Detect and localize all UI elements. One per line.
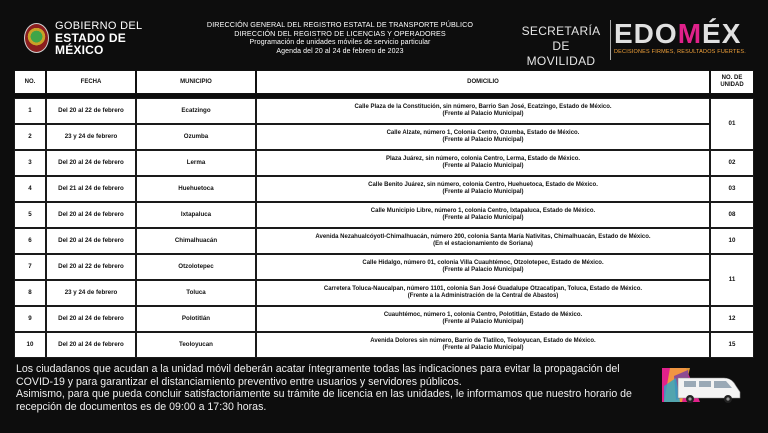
table-header-row <box>14 70 754 94</box>
table-row <box>14 176 754 202</box>
table-row <box>14 306 754 332</box>
cell-unidad: 01 <box>710 98 754 150</box>
cell-domicilio: Calle Municipio Libre, número 1, colonia Centro, Ixtapaluca, Estado de México. (Frente al Palacio Municipal) <box>256 202 710 228</box>
edomex-tagline: DECISIONES FIRMES, RESULTADOS FUERTES. <box>614 49 746 55</box>
cell-no: 6 <box>14 228 46 254</box>
header-unidad: NO. DE UNIDAD <box>710 70 754 94</box>
cell-unidad: 11 <box>710 254 754 306</box>
cell-no: 5 <box>14 202 46 228</box>
cell-fecha: 23 y 24 de febrero <box>46 124 136 150</box>
title-line-1: DIRECCIÓN GENERAL DEL REGISTRO ESTATAL DE TRANSPORTE PÚBLICO <box>206 20 474 29</box>
title-line-2: DIRECCIÓN DEL REGISTRO DE LICENCIAS Y OPERADORES <box>234 29 446 38</box>
state-seal-icon <box>24 23 49 53</box>
cell-unidad: 08 <box>710 202 754 228</box>
header-fecha: FECHA <box>46 70 136 94</box>
cell-municipio: Polotitlán <box>136 306 256 332</box>
cell-domicilio: Plaza Juárez, sin número, colonia Centro, Lerma, Estado de México. (Frente al Palacio Municipal) <box>256 150 710 176</box>
table-row <box>14 228 754 254</box>
cell-fecha: Del 20 al 24 de febrero <box>46 228 136 254</box>
gov-line1: GOBIERNO DEL <box>55 20 143 32</box>
edomex-pre: EDO <box>614 18 678 49</box>
cell-no: 2 <box>14 124 46 150</box>
cell-domicilio: Calle Alzate, número 1, Colonia Centro, Ozumba, Estado de México. (Frente al Palacio Municipal) <box>256 124 710 150</box>
gobierno-logo <box>24 20 164 56</box>
secretaria-line1: SECRETARÍA DE <box>521 24 601 53</box>
gov-line2: ESTADO DE MÉXICO <box>55 31 126 57</box>
cell-municipio: Toluca <box>136 280 256 306</box>
cell-municipio: Huehuetoca <box>136 176 256 202</box>
cell-fecha: Del 20 al 24 de febrero <box>46 150 136 176</box>
cell-domicilio: Carretera Toluca-Naucalpan, número 1101, colonia San José Guadalupe Otzacatipan, Toluca, Estado de México. (Frente a la Administración de la Central de Abastos) <box>256 280 710 306</box>
cell-municipio: Ecatzingo <box>136 98 256 124</box>
table-row <box>14 332 754 358</box>
footer-paragraph-2: Asimismo, para que pueda concluir satisfactoriamente su trámite de licencia en las unidades, le informamos que nuestro horario de recepción de documentos es de 09:00 a 17:30 horas. <box>16 388 632 413</box>
cell-unidad: 12 <box>710 306 754 332</box>
title-line-4: Agenda del 20 al 24 de febrero de 2023 <box>276 48 404 55</box>
cell-domicilio: Calle Plaza de la Constitución, sin número, Barrio San José, Ecatzingo, Estado de México. (Frente al Palacio Municipal) <box>256 98 710 124</box>
cell-municipio: Teoloyucan <box>136 332 256 358</box>
cell-fecha: Del 20 al 22 de febrero <box>46 98 136 124</box>
table-row <box>14 98 754 124</box>
edomex-logo <box>614 18 754 55</box>
cell-no: 10 <box>14 332 46 358</box>
mobile-unit-van-icon <box>660 364 744 406</box>
table-row <box>14 202 754 228</box>
cell-no: 1 <box>14 98 46 124</box>
header-municipio: MUNICIPIO <box>136 70 256 94</box>
cell-no: 9 <box>14 306 46 332</box>
secretaria-line2: MOVILIDAD <box>526 54 596 68</box>
cell-domicilio: Calle Hidalgo, número 01, colonia Villa Cuauhtémoc, Otzolotepec, Estado de México. (Frente al Palacio Municipal) <box>256 254 710 280</box>
cell-fecha: Del 21 al 24 de febrero <box>46 176 136 202</box>
cell-fecha: Del 20 al 24 de febrero <box>46 202 136 228</box>
schedule-table-wrap <box>14 70 754 358</box>
page-header <box>0 0 768 68</box>
cell-no: 7 <box>14 254 46 280</box>
cell-municipio: Ozumba <box>136 124 256 150</box>
header-no: NO. <box>14 70 46 94</box>
header-divider <box>610 20 611 60</box>
cell-domicilio: Calle Benito Juárez, sin número, colonia Centro, Huehuetoca, Estado de México. (Frente al Palacio Municipal) <box>256 176 710 202</box>
secretaria-movilidad-logo <box>516 24 606 69</box>
schedule-table <box>14 70 754 358</box>
cell-fecha: 23 y 24 de febrero <box>46 280 136 306</box>
cell-fecha: Del 20 al 24 de febrero <box>46 306 136 332</box>
table-row <box>14 150 754 176</box>
cell-unidad: 15 <box>710 332 754 358</box>
edomex-accent: M <box>677 18 703 49</box>
cell-domicilio: Avenida Dolores sin número, Barrio de Tlatilco, Teoloyucan, Estado de México. (Frente al Palacio Municipal) <box>256 332 710 358</box>
document-title <box>180 20 500 56</box>
title-line-3: Programación de unidades móviles de servicio particular <box>249 39 431 46</box>
footer-notice <box>16 363 646 413</box>
cell-unidad: 10 <box>710 228 754 254</box>
cell-no: 4 <box>14 176 46 202</box>
cell-municipio: Chimalhuacán <box>136 228 256 254</box>
table-row <box>14 280 754 306</box>
edomex-post: ÉX <box>702 18 742 49</box>
cell-no: 8 <box>14 280 46 306</box>
cell-domicilio: Avenida Nezahualcóyotl-Chimalhuacán, número 200, colonia Santa María Nativitas, Chimalhuacán, Estado de México. (En el estacionamiento de Soriana) <box>256 228 710 254</box>
cell-fecha: Del 20 al 22 de febrero <box>46 254 136 280</box>
cell-fecha: Del 20 al 24 de febrero <box>46 332 136 358</box>
cell-unidad: 03 <box>710 176 754 202</box>
cell-no: 3 <box>14 150 46 176</box>
cell-municipio: Lerma <box>136 150 256 176</box>
footer-paragraph-1: Los ciudadanos que acudan a la unidad móvil deberán acatar íntegramente todas las indicaciones para evitar la propagación del COVID-19 y para garantizar el distanciamiento preventivo entre usuarios y servidores públicos. <box>16 363 620 388</box>
cell-domicilio: Cuauhtémoc, número 1, colonia Centro, Polotitlán, Estado de México. (Frente al Palacio Municipal) <box>256 306 710 332</box>
table-row <box>14 124 754 150</box>
header-domicilio: DOMICILIO <box>256 70 710 94</box>
cell-municipio: Ixtapaluca <box>136 202 256 228</box>
table-row <box>14 254 754 280</box>
cell-unidad: 02 <box>710 150 754 176</box>
cell-municipio: Otzolotepec <box>136 254 256 280</box>
